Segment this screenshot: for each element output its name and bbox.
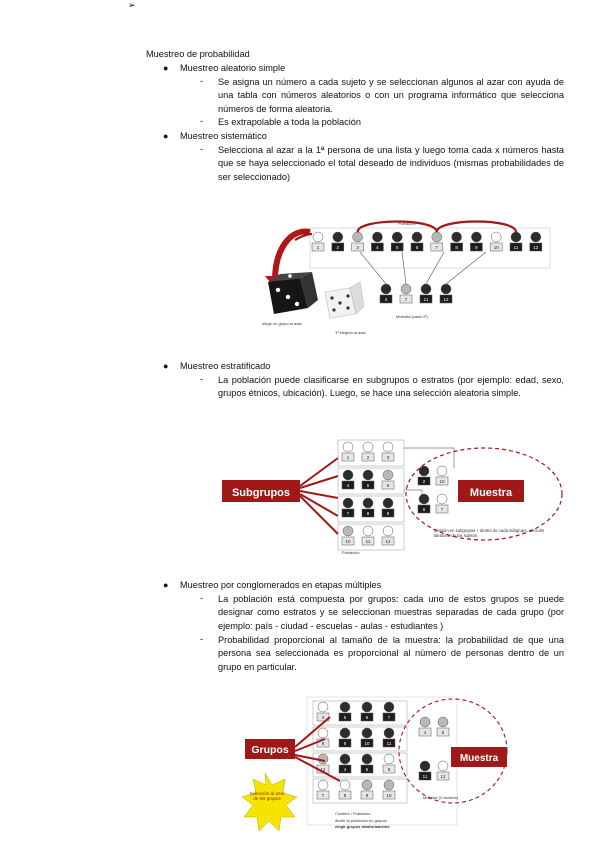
estratificado-title: Muestreo estratificado: [180, 361, 271, 371]
f1-die-caption: 1º elegido al azar: [335, 330, 366, 335]
svg-text:3: 3: [386, 455, 390, 460]
svg-text:7: 7: [435, 245, 439, 250]
svg-text:9: 9: [343, 741, 347, 746]
svg-text:6: 6: [422, 507, 426, 512]
f3-sample-label: Muestra: [459, 753, 499, 764]
conglomerados-item-1: La población está compuesta por grupos: cada uno de estos grupos se puede designar como estratos y se seleccionan muestras separadas de cada grupo (por ejemplo: país - ciudad - escuelas - aulas - estudiantes ): [218, 594, 564, 631]
svg-text:6: 6: [365, 715, 369, 720]
f2-connector: [404, 448, 454, 468]
svg-text:1: 1: [346, 455, 350, 460]
black-die-icon: [268, 272, 318, 314]
svg-text:4: 4: [376, 245, 379, 250]
bullet: ●: [163, 580, 169, 590]
simple-item-2: Es extrapolable a toda la población: [218, 117, 362, 127]
f3-person: [383, 702, 395, 721]
bullet: ●: [163, 131, 169, 141]
f3-cluster-grid: [313, 701, 407, 803]
f3-person: [339, 780, 351, 799]
f2-sample-person: [418, 466, 430, 485]
f1-population-label: Población: [398, 221, 416, 226]
f1-person: [470, 232, 482, 251]
svg-text:5: 5: [365, 767, 369, 772]
svg-text:9: 9: [475, 245, 478, 250]
f2-person: [382, 470, 394, 489]
f3-sample-person: [419, 717, 431, 736]
f1-person: [510, 232, 522, 251]
simple-item-1: Se asigna un número a cada sujeto y se seleccionan algunos al azar con ayuda de una tabla con números aleatorios o con un programa informático que selecciona números de forma aleatoria.: [218, 77, 564, 114]
dash: -: [200, 634, 204, 644]
f3-caption-2: elegir grupos aleatoriamente: [335, 824, 390, 829]
f1-person: [352, 232, 364, 251]
svg-text:2: 2: [422, 479, 426, 484]
svg-text:2: 2: [366, 455, 370, 460]
groups-label: Grupos: [251, 744, 289, 756]
f2-caption: División en subgrupos + dentro de cada subgrupo, elección aleatoria de los sujetos: [434, 528, 545, 538]
dash: -: [200, 144, 204, 154]
svg-text:10: 10: [345, 539, 351, 544]
svg-text:12: 12: [533, 245, 539, 250]
f1-population-row: [312, 232, 542, 251]
svg-text:12: 12: [443, 297, 449, 302]
sistematico-title: Muestreo sistemático: [180, 131, 267, 141]
f2-person: [382, 498, 394, 517]
svg-text:12: 12: [320, 767, 326, 772]
svg-text:11: 11: [513, 245, 519, 250]
f3-person: [361, 754, 373, 773]
conglomerados-title: Muestreo por conglomerados en etapas múltiples: [180, 580, 382, 590]
f2-person: [362, 526, 374, 545]
f1-dice-caption: elegir un grupo al azar: [262, 321, 302, 326]
f3-person: [383, 780, 395, 799]
f3-person: [317, 780, 329, 799]
f1-sample-person: [420, 284, 432, 303]
subgroups-label: Subgrupos: [231, 487, 291, 499]
svg-text:4: 4: [423, 730, 427, 735]
svg-text:4: 4: [346, 483, 350, 488]
f2-person: [342, 442, 354, 461]
svg-text:8: 8: [343, 793, 347, 798]
f2-person: [342, 526, 354, 545]
simple-title: Muestreo aleatorio simple: [180, 63, 286, 73]
svg-text:7: 7: [404, 297, 408, 302]
f2-population-label: Población: [342, 550, 360, 555]
svg-text:3: 3: [356, 245, 359, 250]
svg-text:1: 1: [316, 245, 320, 250]
f1-person: [391, 232, 403, 251]
f1-person: [490, 232, 502, 251]
f2-person: [362, 442, 374, 461]
figure-cluster: [245, 695, 525, 845]
svg-text:5: 5: [395, 245, 399, 250]
svg-text:8: 8: [321, 741, 325, 746]
f3-sample-person: [419, 761, 431, 780]
bullet: ●: [163, 361, 169, 371]
bullet: ●: [163, 63, 169, 73]
f1-sample-person: [440, 284, 452, 303]
f1-sample-label: Muestra (cada 4º): [396, 314, 428, 319]
svg-text:5: 5: [366, 483, 370, 488]
f1-person: [530, 232, 542, 251]
svg-text:3: 3: [384, 297, 388, 302]
figure-systematic: [250, 210, 560, 340]
f2-red-arrows: [300, 458, 338, 534]
f3-person: [361, 780, 373, 799]
f3-person: [339, 728, 351, 747]
svg-text:8: 8: [455, 245, 458, 250]
f3-person: [339, 754, 351, 773]
f2-person: [382, 442, 394, 461]
f3-person: [383, 754, 395, 773]
svg-text:10: 10: [386, 793, 392, 798]
f2-sample-person: [436, 466, 448, 485]
starburst-text: Selección al azar de los grupos: [249, 791, 285, 802]
f2-sample-label: Muestra: [469, 487, 513, 499]
starburst-text-wrap: [247, 791, 287, 817]
f2-person: [342, 470, 354, 489]
dash: -: [200, 76, 204, 86]
f3-caption-1: dividir la población en grupos: [335, 818, 387, 823]
svg-text:7: 7: [440, 507, 444, 512]
svg-text:4: 4: [321, 715, 325, 720]
f1-person: [371, 232, 383, 251]
f3-person: [361, 728, 373, 747]
dash: -: [200, 116, 204, 126]
f1-person: [451, 232, 463, 251]
figure-stratified: [222, 438, 564, 560]
svg-text:7: 7: [387, 715, 391, 720]
f3-population-frame: [307, 697, 457, 825]
f2-sample-grid: [418, 466, 448, 513]
f3-person: [317, 728, 329, 747]
svg-text:9: 9: [365, 793, 369, 798]
f1-sample-person: [380, 284, 392, 303]
svg-text:7: 7: [321, 793, 325, 798]
svg-text:6: 6: [387, 767, 391, 772]
arrow-bullet: ➢: [128, 0, 136, 10]
f1-person: [431, 232, 443, 251]
f2-sample-person: [418, 494, 430, 513]
estratificado-item-1: La población puede clasificarse en subgrupos o estratos (por ejemplo: edad, sexo, grupos étnicos, ubicación). Luego, se hace una selección aleatoria simple.: [218, 375, 564, 399]
f2-sample-person: [436, 494, 448, 513]
f3-sample-grid: [419, 717, 449, 780]
dash: -: [200, 593, 204, 603]
f1-person: [312, 232, 324, 251]
main-title: Muestreo de probabilidad: [146, 49, 250, 59]
svg-text:8: 8: [366, 511, 370, 516]
sistematico-item-1: Selecciona al azar a la 1ª persona de una lista y luego toma cada x números hasta que se haya seleccionado el total deseado de individuos (mismas probabilidades de ser seleccionado): [218, 145, 564, 182]
f3-sample-person: [437, 717, 449, 736]
dash: -: [200, 374, 204, 384]
f3-person: [361, 702, 373, 721]
svg-text:12: 12: [440, 774, 446, 779]
svg-text:11: 11: [386, 741, 392, 746]
svg-text:10: 10: [493, 245, 499, 250]
white-die-icon: [325, 282, 364, 318]
f3-person: [383, 728, 395, 747]
svg-text:4: 4: [343, 767, 347, 772]
f1-sample-person: [400, 284, 412, 303]
conglomerados-item-2: Probabilidad proporcional al tamaño de la muestra: la probabilidad de que una persona sea seleccionada es proporcional al número de personas dentro de un grupo en particular.: [218, 635, 564, 672]
svg-text:6: 6: [386, 483, 390, 488]
svg-text:2: 2: [336, 245, 340, 250]
svg-text:10: 10: [364, 741, 370, 746]
f3-population-label: Clusters / Población: [335, 811, 371, 816]
f3-sample-person: [437, 761, 449, 780]
f3-person: [339, 702, 351, 721]
f2-person: [382, 526, 394, 545]
f1-sample-row: [360, 252, 486, 303]
f2-person: [362, 470, 374, 489]
svg-text:11: 11: [422, 774, 428, 779]
f2-subgroup-grid: [338, 440, 404, 550]
svg-text:9: 9: [386, 511, 390, 516]
svg-text:10: 10: [439, 479, 445, 484]
svg-text:11: 11: [423, 297, 429, 302]
f1-person: [411, 232, 423, 251]
svg-text:5: 5: [343, 715, 347, 720]
svg-text:12: 12: [385, 539, 391, 544]
svg-text:11: 11: [365, 539, 371, 544]
f2-caption-wrap: [434, 528, 554, 558]
svg-text:5: 5: [441, 730, 445, 735]
svg-text:6: 6: [415, 245, 419, 250]
f1-person: [332, 232, 344, 251]
svg-text:7: 7: [346, 511, 350, 516]
f3-sample-caption: Muestra (2 clusters): [423, 795, 459, 800]
selection-arc: [437, 222, 516, 233]
f2-person: [362, 498, 374, 517]
f2-person: [342, 498, 354, 517]
